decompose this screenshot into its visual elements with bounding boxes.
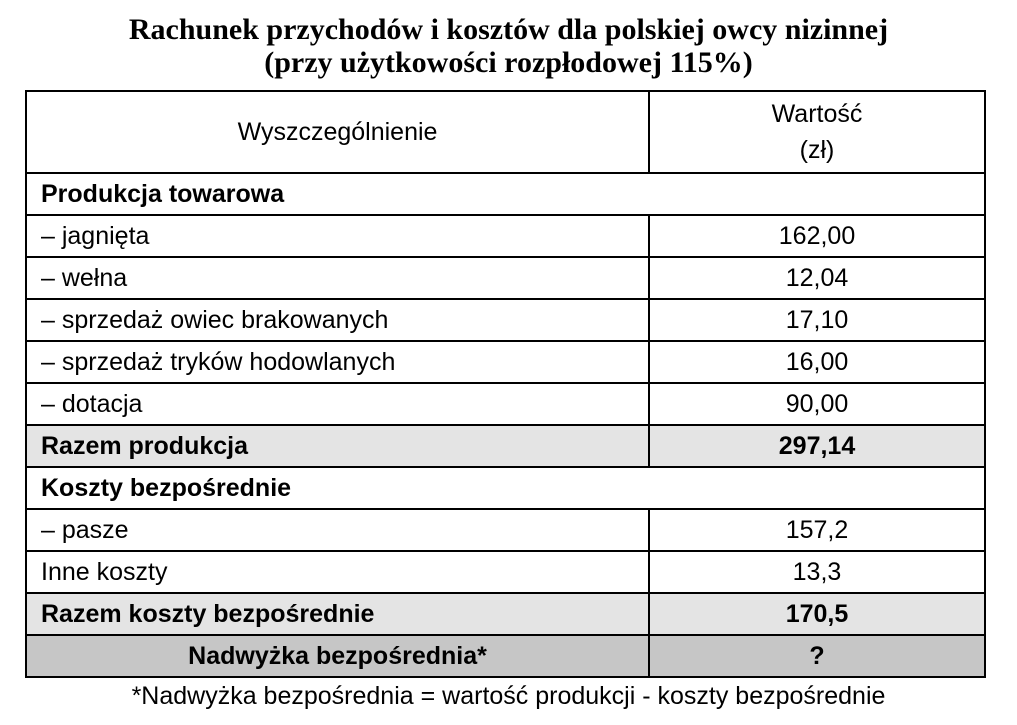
section-heading-label: Koszty bezpośrednie: [26, 467, 985, 509]
title-line-2: (przy użytkowości rozpłodowej 115%): [264, 46, 753, 79]
table-row: [26, 551, 985, 593]
header-value-unit: (zł): [799, 136, 835, 164]
row-label: – dotacja: [26, 383, 649, 425]
row-label: – jagnięta: [26, 215, 649, 257]
header-value-label: Wartość: [771, 100, 863, 128]
row-value: 12,04: [649, 257, 985, 299]
total-label: Razem koszty bezpośrednie: [26, 593, 649, 635]
final-value: ?: [649, 635, 985, 677]
final-label: Nadwyżka bezpośrednia*: [26, 635, 649, 677]
footnote: *Nadwyżka bezpośrednia = wartość produkcji - koszty bezpośrednie: [131, 682, 886, 710]
table-row: [26, 299, 985, 341]
section-heading-direct-costs: [26, 467, 985, 509]
final-row-direct-surplus: [26, 635, 985, 677]
row-value: 162,00: [649, 215, 985, 257]
revenue-cost-table: [25, 90, 986, 678]
row-value: 90,00: [649, 383, 985, 425]
table-row: [26, 341, 985, 383]
total-value: 170,5: [649, 593, 985, 635]
row-value: 17,10: [649, 299, 985, 341]
table-header-row: [26, 91, 985, 173]
total-value: 297,14: [649, 425, 985, 467]
row-label: – sprzedaż tryków hodowlanych: [26, 341, 649, 383]
table-row: [26, 215, 985, 257]
row-label: – wełna: [26, 257, 649, 299]
table-row: [26, 383, 985, 425]
row-value: 157,2: [649, 509, 985, 551]
title-line-1: Rachunek przychodów i kosztów dla polskiej owcy nizinnej: [128, 13, 889, 46]
section-heading-production: [26, 173, 985, 215]
section-heading-label: Produkcja towarowa: [26, 173, 985, 215]
total-row-direct-costs: [26, 593, 985, 635]
header-value: [649, 91, 985, 173]
total-label: Razem produkcja: [26, 425, 649, 467]
row-value: 16,00: [649, 341, 985, 383]
total-row-production: [26, 425, 985, 467]
table-row: [26, 509, 985, 551]
header-specification: Wyszczególnienie: [26, 91, 649, 173]
row-label: – pasze: [26, 509, 649, 551]
table-row: [26, 257, 985, 299]
row-value: 13,3: [649, 551, 985, 593]
row-label: – sprzedaż owiec brakowanych: [26, 299, 649, 341]
row-label: Inne koszty: [26, 551, 649, 593]
